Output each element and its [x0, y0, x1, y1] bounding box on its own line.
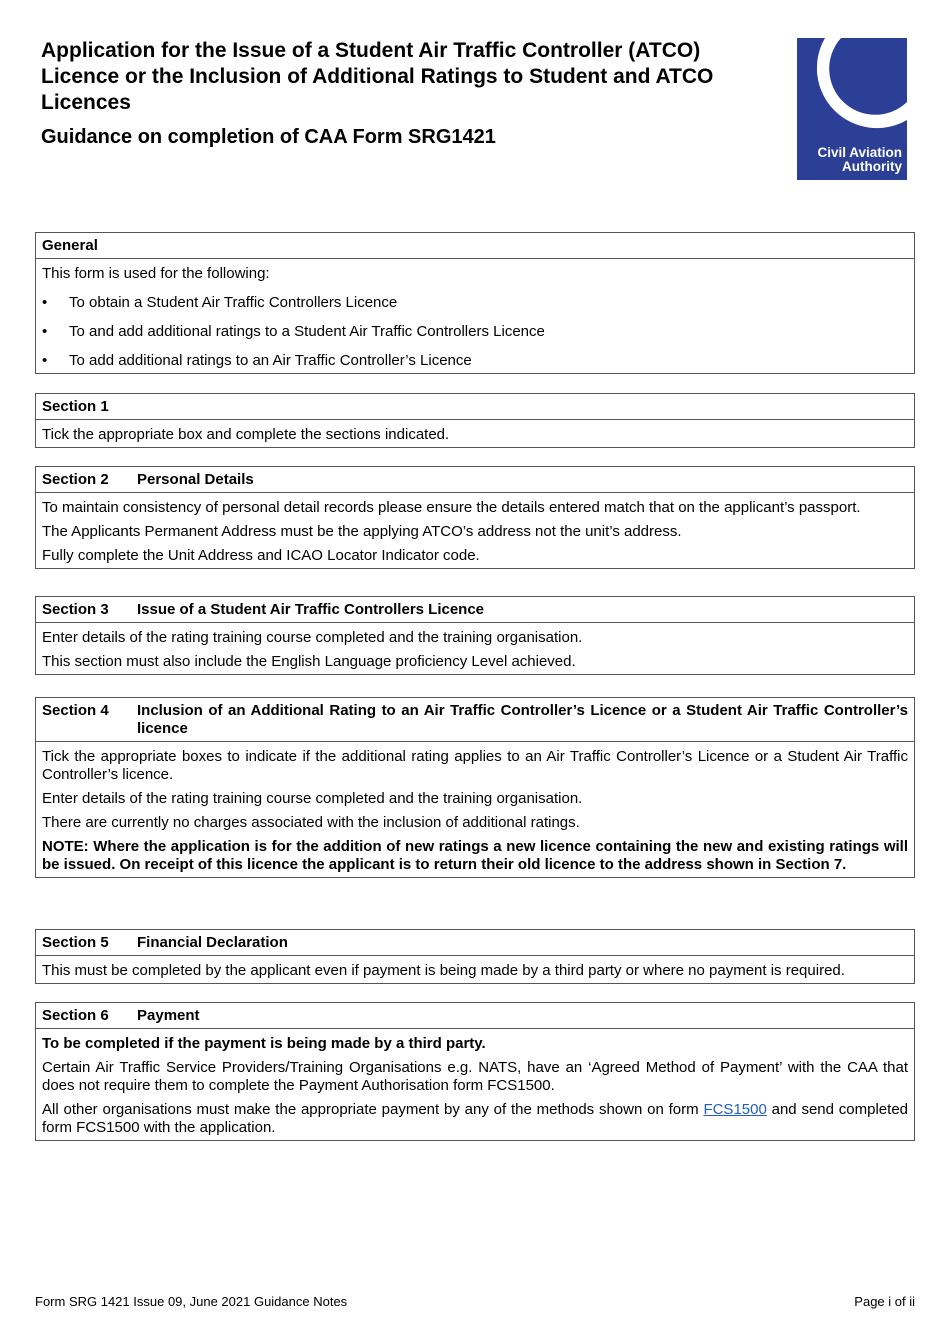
footer-page-number: Page i of ii: [854, 1294, 915, 1309]
section-5-heading-row: [36, 930, 914, 956]
section-6-box: [35, 1002, 915, 1141]
section-2-title: Personal Details: [137, 471, 254, 488]
logo-line-1: Civil Aviation: [817, 145, 902, 160]
section-2-label: Section 2: [42, 471, 109, 488]
section-6-title: Payment: [137, 1007, 200, 1024]
document-header: [41, 38, 781, 150]
section-2-text-1: To maintain consistency of personal detail records please ensure the details entered match that on the applicant’s passport.: [42, 499, 861, 516]
section-5-box: [35, 929, 915, 984]
section-4-title: Inclusion of an Additional Rating to an Air Traffic Controller’s Licence or a Student Air Traffic Controller’s licence: [137, 702, 908, 737]
caa-logo: [797, 38, 907, 180]
section-4-label: Section 4: [42, 702, 109, 719]
section-4-box: [35, 697, 915, 878]
document-subtitle: Guidance on completion of CAA Form SRG1421: [41, 126, 496, 148]
section-4-note: NOTE: Where the application is for the addition of new ratings a new licence containing the new and existing ratings will be issued. On receipt of this licence the applicant is to return their old licence to the address shown in Section 7.: [42, 838, 908, 873]
section-6-lead: To be completed if the payment is being made by a third party.: [42, 1035, 486, 1052]
general-box: [35, 232, 915, 374]
section-2-box: [35, 466, 915, 569]
section-6-text-2-start: All other organisations must make the appropriate payment by any of the methods shown on form: [42, 1101, 704, 1118]
section-3-text-1: Enter details of the rating training course completed and the training organisation.: [42, 629, 583, 646]
footer-form-reference: Form SRG 1421 Issue 09, June 2021 Guidance Notes: [35, 1294, 348, 1309]
logo-line-2: Authority: [842, 159, 902, 174]
document-title: Application for the Issue of a Student Air Traffic Controller (ATCO) Licence or the Inclusion of Additional Ratings to Student and ATCO Licences: [41, 39, 714, 114]
general-body: [36, 259, 914, 373]
general-heading-row: [36, 233, 914, 259]
section-4-text-3: There are currently no charges associated with the inclusion of additional ratings.: [42, 814, 580, 831]
section-3-title: Issue of a Student Air Traffic Controllers Licence: [137, 601, 485, 618]
section-6-label: Section 6: [42, 1007, 109, 1024]
section-3-body: [36, 623, 914, 674]
section-3-text-2: This section must also include the English Language proficiency Level achieved.: [42, 653, 576, 670]
section-3-label: Section 3: [42, 601, 109, 618]
section-3-box: [35, 596, 915, 675]
list-item: • To and add additional ratings to a Student Air Traffic Controllers Licence: [42, 323, 908, 341]
section-4-text-1: Tick the appropriate boxes to indicate if the additional rating applies to an Air Traffic Controller’s Licence or a Student Air Traffic Controller’s licence.: [42, 748, 908, 783]
section-6-heading-row: [36, 1003, 914, 1029]
section-5-body: [36, 956, 914, 983]
section-1-heading-row: [36, 394, 914, 420]
section-5-text: This must be completed by the applicant even if payment is being made by a third party or where no payment is required.: [42, 962, 845, 979]
fcs1500-link[interactable]: FCS1500: [703, 1101, 767, 1118]
general-list: [42, 294, 908, 370]
caa-logo-text: [797, 146, 902, 174]
section-6-text-2: [42, 1101, 908, 1137]
section-4-body: [36, 742, 914, 877]
general-heading: General: [42, 237, 98, 254]
section-4-heading-row: [36, 698, 914, 742]
section-1-body: [36, 420, 914, 447]
section-2-heading-row: [36, 467, 914, 493]
section-5-label: Section 5: [42, 934, 109, 951]
section-3-heading-row: [36, 597, 914, 623]
section-4-text-2: Enter details of the rating training course completed and the training organisation.: [42, 790, 583, 807]
section-1-label: Section 1: [42, 398, 109, 415]
section-1-text: Tick the appropriate box and complete the sections indicated.: [42, 426, 450, 443]
section-2-text-2: The Applicants Permanent Address must be the applying ATCO’s address not the unit’s address.: [42, 523, 682, 540]
section-6-body: [36, 1029, 914, 1140]
general-intro: This form is used for the following:: [42, 265, 270, 282]
section-2-text-3: Fully complete the Unit Address and ICAO Locator Indicator code.: [42, 547, 480, 564]
list-item: • To add additional ratings to an Air Traffic Controller’s Licence: [42, 352, 908, 370]
list-item: • To obtain a Student Air Traffic Controllers Licence: [42, 294, 908, 312]
section-6-text-2-end: and send completed form FCS1500 with the application.: [42, 1101, 908, 1136]
section-5-title: Financial Declaration: [137, 934, 288, 951]
section-6-text-1: Certain Air Traffic Service Providers/Training Organisations e.g. NATS, have an ‘Agreed Method of Payment’ with the CAA that does not require them to complete the Payment Authorisation form FCS1500.: [42, 1059, 908, 1094]
section-1-box: [35, 393, 915, 448]
section-2-body: [36, 493, 914, 568]
